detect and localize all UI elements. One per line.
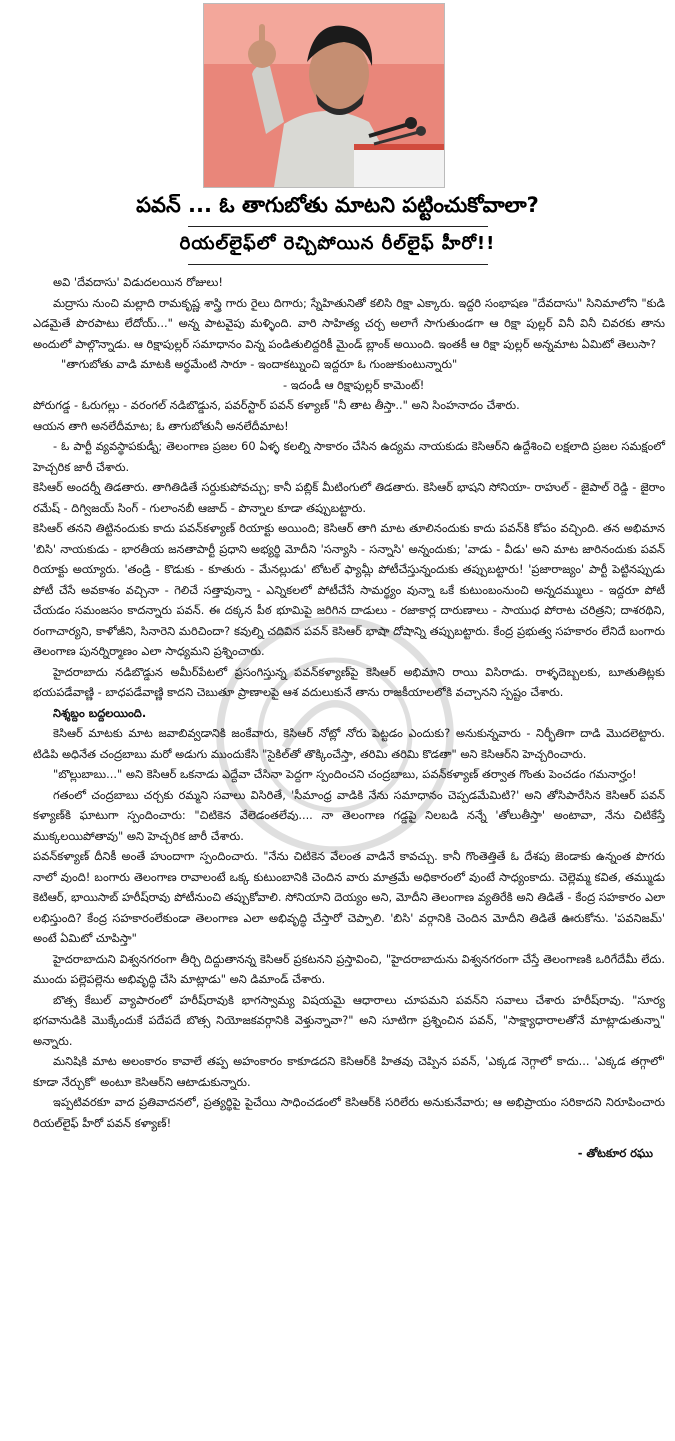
article-paragraph: - ఓ పార్టీ వ్యవస్థాపకుడ్నీ; తెలంగాణ ప్రజల 60 ఏళ్ళ కలల్ని సాకారం చేసిన ఉద్యమ నాయకుడు కెసిఆర్‌ని ఉద్దేశించి లక్షలాది ప్రజల సమక్షంలో హెచ్చరిక జారీ చేశారు. xyxy=(33,439,665,474)
article-paragraph: ఆయన తాగి అనలేదీమాట; ఓ తాగుబోతునీ అనలేదీమాట! xyxy=(33,418,289,433)
article-quote: "తాగుబోతు వాడి మాటకి అర్థమేంటి సారూ - ఇందాకట్నుంచి ఇద్దరూ ఓ గుంజుకుంటున్నారు" xyxy=(61,357,458,371)
article-paragraph: గతంలో చంద్రబాబు చర్చకు రమ్మని సవాలు విసిరితే, 'సీమాంధ్ర వాడికి నేను సమాధానం చెప్పడమేమిటి?' అని తోసిపారేసిన కెసిఆర్ పవన్ కళ్యాణ్‌కి ఘాటుగా స్పందించారు: "చిటికెన వేలెడంతలేవు.... నా తెలంగాణ గడ్డపై నిలబడి నన్నే 'తోలుతీస్తా' అంటావా, నేను చిటికేస్తే ముక్కలయిపోతావు" అని హెచ్చరిక జారీ చేశారు. xyxy=(33,787,665,843)
article-paragraph: హైదరాబాదు నడిబొడ్డున అమీర్‌పేటలో ప్రసంగిస్తున్న పవన్‌కళ్యాణ్‌పై కెసిఆర్ అభిమాని రాయి విసిరాడు. రాళ్ళదెబ్బలకు, బూతుతిట్లకు భయపడేవాణ్ణి - బాధపడేవాణ్ణి కాదని చెబుతూ ప్రాణాలపై ఆశ వదులుకునే తాను రాజకీయాలలోకి వచ్చానని స్పష్టం చేశారు. xyxy=(33,664,665,699)
article-body xyxy=(33,272,665,1164)
headline-rule-bottom xyxy=(188,264,488,265)
article-paragraph: కెసిఆర్ అందర్నీ తిడతారు. తాగితిడితే సర్దుకుపోవచ్చు; కానీ పబ్లిక్ మీటింగులో తిడతారు. కెసిఆర్ భాషని సోనియా- రాహుల్ - జైపాల్ రెడ్డి - జైరాం రమేష్ - దిగ్విజయ్ సింగ్ - గులాంనబీ ఆజాద్ - పొన్నాల కూడా తప్పుబట్టారు. xyxy=(33,480,665,515)
article-paragraph: బొత్స కేబుల్ వ్యాపారంలో హరీష్‌రావుకి భాగస్వామ్య విషయమై ఆధారాలు చూపమని పవన్‌ని సవాలు చేశారు హరీష్‌రావు. "సూర్య భగవానుడికి మొక్కేందుకే పదేపదే బొత్స నియోజకవర్గానికి వెళ్తున్నావా?" అని సూటిగా ప్రశ్నించిన పవన్, "సాక్ష్యాధారాలతోనే మాట్లాడుతున్నా" అన్నారు. xyxy=(33,992,665,1048)
author-signature: - తోటకూర రఘు xyxy=(577,1146,653,1160)
article-paragraph: కెసిఆర్ మాటకు మాట జవాబివ్వడానికి జంకేవారు, కెసిఆర్ నోట్లో నోరు పెట్టడం ఎందుకు? అనుకున్నవారు - నిర్భీతిగా దాడి మొదలెట్టారు. టిడిపి అధినేత చంద్రబాబు మరో అడుగు ముందుకేసి "సైకిల్‌తో తొక్కించేస్తా, తరిమి తరిమి కొడతా" అని కెసిఆర్‌ని హెచ్చరించారు. xyxy=(33,726,665,761)
article-quote-attribution: - ఇదండీ ఆ రిక్షాపుల్లర్ కామెంట్! xyxy=(283,377,425,392)
article-paragraph: మద్రాసు నుంచి మల్లాది రామకృష్ణ శాస్త్రి గారు రైలు దిగారు; స్నేహితునితో కలిసి రిక్షా ఎక్కారు. ఇద్దరి సంభాషణ "దేవదాసు" సినిమాలోని "కుడి ఎడమైతే పొరపాటు లేదోయ్..." అన్న పాటవైపు మళ్ళింది. వారి సాహిత్య చర్చ అలాగే సాగుతుండగా ఆ రిక్షా పుల్లర్ వినీ వినీ చివరకు తాను అందులో పాల్గొన్నాడు. ఆ రిక్షాపుల్లర్ సమాధానం విన్న పండితులిద్దరికీ మైండ్ బ్లాంక్ అయింది. ఇంతకీ ఆ రిక్షా పుల్లర్ అన్నమాట ఏమిటో తెలుసా? xyxy=(33,295,665,351)
article-paragraph: మనిషికి మాట అలంకారం కావాలే తప్ప అహంకారం కాకూడదని కెసిఆర్‌కి హితవు చెప్పిన పవన్, 'ఎక్కడ నెగ్గాలో కాదు... 'ఎక్కడ తగ్గాలో' కూడా నేర్చుకో' అంటూ కెసిఆర్‌ని ఆటాడుకున్నారు. xyxy=(33,1054,665,1089)
article-paragraph: కెసిఆర్ తనని తిట్టినందుకు కాదు పవన్‌కళ్యాణ్ రియాక్టు అయింది; కెసిఆర్ తాగి మాట తూలినందుకు కాదు పవన్‌కి కోపం వచ్చింది. తన అభిమాన 'బిసి' నాయకుడు - భారతీయ జనతాపార్టీ ప్రధాని అభ్యర్థి మోదీని 'సన్యాసి - సన్నాసి' అన్నందుకు; 'వాడు - వీడు' అని మాట జారినందుకు పవన్ రియాక్టు అయ్యారు. 'తండ్రి - కొడుకు - కూతురు - మేనల్లుడు' టోటల్ ఫ్యామ్లీ పోటీచేస్తున్నందుకు తప్పుబట్టారు! 'ప్రజారాజ్యం' పార్టీ పెట్టినప్పుడు పోటీ చేసే అవకాశం వచ్చినా - గెలిచే సత్తావున్నా - ఎన్నికలలో పోటీచేసే సామర్థ్యం వున్నా ఒకే కుటుంబంనుంచి అన్నదమ్ములు - ఇద్దరూ పోటీ చేయడం సమంజసం కాదన్నారు పవన్. ఈ దక్కన పీఠ భూమిపై జరిగిన దాడులు - రజాకార్ల దారుణాలు - సాయుధ పోరాట చరిత్రని; దాశరథిని, రంగాచార్యని, కాళోజీని, సినారెని మరిచిందా? కవుల్ని చదివిన పవన్ కెసిఆర్ భాషా దోషాన్ని తప్పుబట్టారు. కేంద్ర ప్రభుత్వ సహకారం లేనిదే బంగారు తెలంగాణ పునర్నిర్మాణం ఎలా సాధ్యమని ప్రశ్నించారు. xyxy=(33,521,665,658)
article-photo xyxy=(203,3,445,188)
article-paragraph: "బొల్లుబాబు..." అని కెసిఆర్ ఒకనాడు ఎద్దేవా చేసినా పెద్దగా స్పందించని చంద్రబాబు, పవన్‌కళ్యాణ్ తర్వాత గొంతు పెంచడం గమనార్హం! xyxy=(53,767,637,781)
article-paragraph: ఇప్పటివరకూ వాద ప్రతివాదనలో, ప్రత్యర్థిపై పైచేయి సాధించడంలో కెసిఆర్‌కి సరిలేరు అనుకునేవారు; ఆ అభిప్రాయం సరికాదని నిరూపించారు రియల్‌లైఫ్ హీరో పవన్ కళ్యాణ్! xyxy=(33,1095,665,1130)
article-subheading: నిశ్శబ్దం బద్దలయింది. xyxy=(53,705,147,720)
headline-sub: రియల్‌లైఫ్‌లో రెచ్చిపోయిన రీల్‌లైఫ్ హీరో!! xyxy=(179,233,496,254)
article-paragraph: హైదరాబాదుని విశ్వనగరంగా తీర్చి దిద్దుతానన్న కెసిఆర్ ప్రకటనని ప్రస్తావించి, "హైదరాబాదును విశ్వనగరంగా చేస్తే తెలంగాణకి ఒరిగేదేమీ లేదు. ముందు పల్లెపల్లెను అభివృద్ధి చేసి మాట్లాడు" అని డిమాండ్ చేశారు. xyxy=(33,951,665,986)
headline-main: పవన్ ... ఓ తాగుబోతు మాటని పట్టించుకోవాలా? xyxy=(136,193,539,217)
article-paragraph: పవన్‌కళ్యాణ్ దీనికీ అంతే హుందాగా స్పందించారు. "నేను చిటికెన వేలంత వాడినే కావచ్చు. కానీ గొంతెత్తితే ఓ దేశపు జెండాకు ఉన్నంత పొగరు నాలో వుంది! బంగారు తెలంగాణ రావాలంటే ఒక్క కుటుంబానికి చెందిన వారు మాత్రమే అధికారంలో వుంటే సాధ్యంకాదు. చెల్లెమ్మ కవిత, తమ్ముడు కెటిఆర్, భాయిసాబ్ హరీష్‌రావు పోటీనుంచి తప్పుకోవాలి. సోనియాని దెయ్యం అని, మోదీని తెలంగాణ వ్యతిరేకి అని తిడితే - కేంద్ర సహకారం ఎలా లభిస్తుంది? కేంద్ర సహకారంలేకుండా తెలంగాణ ఎలా అభివృద్ధి చేస్తారో చెప్పాలి. 'బిసి' వర్గానికి చెందిన మోదీని తిడితే ఊరుకోను. 'పవనిజమ్' అంటే ఏమిటో చూపిస్తా" xyxy=(33,849,665,945)
article-paragraph: అవి 'దేవదాసు' విడుదలయిన రోజులు! xyxy=(53,275,223,289)
headline-rule-top xyxy=(188,226,488,227)
article-paragraph: పోరుగడ్డ - ఓరుగల్లు - వరంగల్ నడిబొడ్డున, పవర్‌స్టార్ పవన్ కళ్యాణ్ "నీ తాట తీస్తా.." అని సింహనాదం చేశారు. xyxy=(33,398,520,412)
